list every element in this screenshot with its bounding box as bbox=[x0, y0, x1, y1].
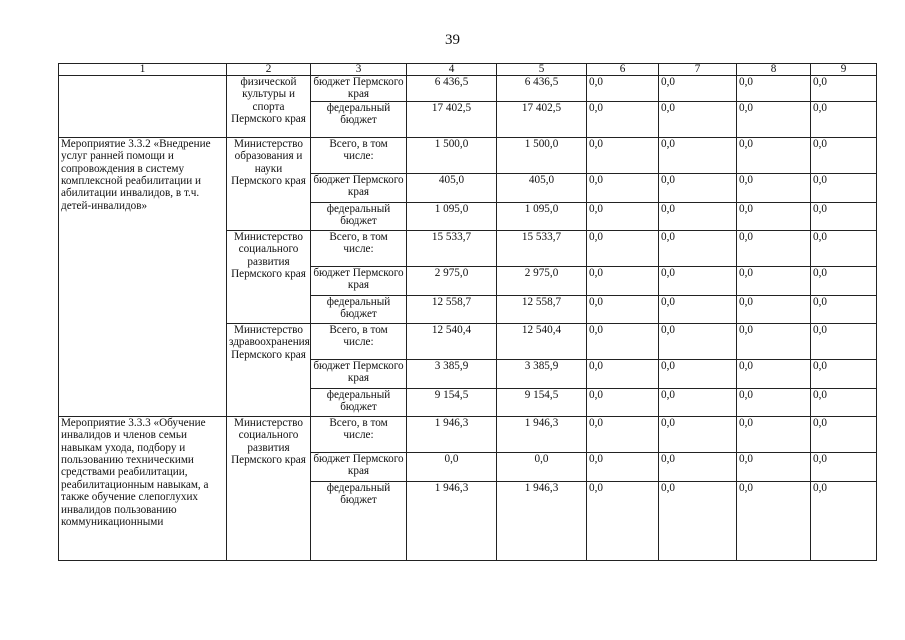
value-cell: 0,0 bbox=[737, 323, 811, 359]
value-cell: 0,0 bbox=[659, 323, 737, 359]
value-cell: 17 402,5 bbox=[407, 101, 497, 137]
executor-cell: физической культуры и спорта Пермского края bbox=[227, 76, 311, 138]
value-cell: 0,0 bbox=[659, 76, 737, 102]
value-cell: 2 975,0 bbox=[497, 266, 587, 295]
source-cell: федеральный бюджет bbox=[311, 295, 407, 323]
col-header: 8 bbox=[737, 64, 811, 76]
value-cell: 1 946,3 bbox=[497, 481, 587, 560]
source-cell: Всего, в том числе: bbox=[311, 323, 407, 359]
header-row bbox=[59, 64, 877, 76]
col-header: 4 bbox=[407, 64, 497, 76]
value-cell: 0,0 bbox=[497, 452, 587, 481]
table-row bbox=[59, 76, 877, 102]
event-cell: Мероприятие 3.3.2 «Внедрение услуг ранней помощи и сопровождения в систему комплексной реабилитации и абилитации инвалидов, в т.ч. детей-инвалидов» bbox=[59, 137, 227, 416]
value-cell: 0,0 bbox=[587, 137, 659, 173]
value-cell: 0,0 bbox=[811, 76, 877, 102]
value-cell: 1 095,0 bbox=[407, 202, 497, 230]
value-cell: 0,0 bbox=[659, 101, 737, 137]
value-cell: 0,0 bbox=[659, 137, 737, 173]
value-cell: 0,0 bbox=[587, 359, 659, 388]
value-cell: 0,0 bbox=[811, 388, 877, 416]
value-cell: 0,0 bbox=[737, 388, 811, 416]
value-cell: 0,0 bbox=[659, 481, 737, 560]
value-cell: 0,0 bbox=[587, 101, 659, 137]
value-cell: 0,0 bbox=[587, 230, 659, 266]
source-cell: федеральный бюджет bbox=[311, 388, 407, 416]
value-cell: 0,0 bbox=[737, 173, 811, 202]
source-cell: Всего, в том числе: bbox=[311, 137, 407, 173]
value-cell: 0,0 bbox=[587, 452, 659, 481]
value-cell: 3 385,9 bbox=[407, 359, 497, 388]
source-cell: Всего, в том числе: bbox=[311, 416, 407, 452]
value-cell: 0,0 bbox=[659, 173, 737, 202]
col-header: 2 bbox=[227, 64, 311, 76]
value-cell: 0,0 bbox=[659, 202, 737, 230]
value-cell: 0,0 bbox=[737, 481, 811, 560]
value-cell: 9 154,5 bbox=[407, 388, 497, 416]
value-cell: 0,0 bbox=[587, 323, 659, 359]
event-cell: Мероприятие 3.3.3 «Обучение инвалидов и членов семьи навыкам ухода, подбору и пользованию техническими средствами реабилитации, реабилитационным навыкам, а также обучение слепоглухих инвалидов пользованию коммуникационными bbox=[59, 416, 227, 560]
value-cell: 9 154,5 bbox=[497, 388, 587, 416]
source-cell: федеральный бюджет bbox=[311, 481, 407, 560]
value-cell: 0,0 bbox=[811, 266, 877, 295]
value-cell: 0,0 bbox=[659, 230, 737, 266]
table-row bbox=[59, 137, 877, 173]
value-cell: 0,0 bbox=[811, 359, 877, 388]
value-cell: 0,0 bbox=[737, 416, 811, 452]
value-cell: 1 946,3 bbox=[407, 416, 497, 452]
value-cell: 0,0 bbox=[587, 295, 659, 323]
col-header: 9 bbox=[811, 64, 877, 76]
col-header: 6 bbox=[587, 64, 659, 76]
value-cell: 0,0 bbox=[811, 323, 877, 359]
source-cell: федеральный бюджет bbox=[311, 101, 407, 137]
value-cell: 15 533,7 bbox=[497, 230, 587, 266]
value-cell: 12 558,7 bbox=[497, 295, 587, 323]
source-cell: бюджет Пермского края bbox=[311, 173, 407, 202]
value-cell: 1 946,3 bbox=[407, 481, 497, 560]
value-cell: 15 533,7 bbox=[407, 230, 497, 266]
source-cell: бюджет Пермского края bbox=[311, 359, 407, 388]
value-cell: 3 385,9 bbox=[497, 359, 587, 388]
source-cell: Всего, в том числе: bbox=[311, 230, 407, 266]
source-cell: федеральный бюджет bbox=[311, 202, 407, 230]
table-row bbox=[59, 416, 877, 452]
value-cell: 0,0 bbox=[737, 359, 811, 388]
value-cell: 1 095,0 bbox=[497, 202, 587, 230]
value-cell: 0,0 bbox=[811, 452, 877, 481]
source-cell: бюджет Пермского края bbox=[311, 76, 407, 102]
value-cell: 0,0 bbox=[737, 202, 811, 230]
value-cell: 0,0 bbox=[659, 266, 737, 295]
value-cell: 1 500,0 bbox=[497, 137, 587, 173]
value-cell: 1 946,3 bbox=[497, 416, 587, 452]
value-cell: 6 436,5 bbox=[407, 76, 497, 102]
value-cell: 405,0 bbox=[407, 173, 497, 202]
value-cell: 0,0 bbox=[659, 295, 737, 323]
value-cell: 0,0 bbox=[587, 388, 659, 416]
value-cell: 0,0 bbox=[587, 173, 659, 202]
value-cell: 0,0 bbox=[737, 452, 811, 481]
value-cell: 17 402,5 bbox=[497, 101, 587, 137]
value-cell: 0,0 bbox=[587, 202, 659, 230]
value-cell: 0,0 bbox=[737, 266, 811, 295]
value-cell: 0,0 bbox=[737, 137, 811, 173]
value-cell: 0,0 bbox=[811, 173, 877, 202]
value-cell: 1 500,0 bbox=[407, 137, 497, 173]
executor-cell: Министерство социального развития Пермского края bbox=[227, 416, 311, 560]
value-cell: 0,0 bbox=[737, 76, 811, 102]
value-cell: 12 540,4 bbox=[407, 323, 497, 359]
value-cell: 0,0 bbox=[587, 481, 659, 560]
value-cell: 0,0 bbox=[737, 101, 811, 137]
value-cell: 0,0 bbox=[587, 416, 659, 452]
value-cell: 0,0 bbox=[407, 452, 497, 481]
col-header: 3 bbox=[311, 64, 407, 76]
value-cell: 0,0 bbox=[811, 202, 877, 230]
value-cell: 0,0 bbox=[737, 230, 811, 266]
page-number: 39 bbox=[445, 32, 460, 48]
value-cell: 405,0 bbox=[497, 173, 587, 202]
value-cell: 0,0 bbox=[659, 452, 737, 481]
source-cell: бюджет Пермского края bbox=[311, 266, 407, 295]
executor-cell: Министерство здравоохранения Пермского края bbox=[227, 323, 311, 416]
value-cell: 0,0 bbox=[811, 101, 877, 137]
value-cell: 0,0 bbox=[587, 76, 659, 102]
value-cell: 0,0 bbox=[811, 481, 877, 560]
value-cell: 0,0 bbox=[659, 416, 737, 452]
value-cell: 0,0 bbox=[811, 137, 877, 173]
value-cell: 0,0 bbox=[659, 359, 737, 388]
value-cell: 0,0 bbox=[737, 295, 811, 323]
value-cell: 6 436,5 bbox=[497, 76, 587, 102]
value-cell: 0,0 bbox=[659, 388, 737, 416]
event-cell-empty bbox=[59, 76, 227, 138]
source-cell: бюджет Пермского края bbox=[311, 452, 407, 481]
value-cell: 0,0 bbox=[811, 230, 877, 266]
col-header: 5 bbox=[497, 64, 587, 76]
value-cell: 0,0 bbox=[811, 416, 877, 452]
value-cell: 2 975,0 bbox=[407, 266, 497, 295]
value-cell: 12 558,7 bbox=[407, 295, 497, 323]
col-header: 1 bbox=[59, 64, 227, 76]
budget-table bbox=[58, 63, 877, 561]
value-cell: 12 540,4 bbox=[497, 323, 587, 359]
value-cell: 0,0 bbox=[811, 295, 877, 323]
col-header: 7 bbox=[659, 64, 737, 76]
value-cell: 0,0 bbox=[587, 266, 659, 295]
executor-cell: Министерство социального развития Пермского края bbox=[227, 230, 311, 323]
executor-cell: Министерство образования и науки Пермского края bbox=[227, 137, 311, 230]
